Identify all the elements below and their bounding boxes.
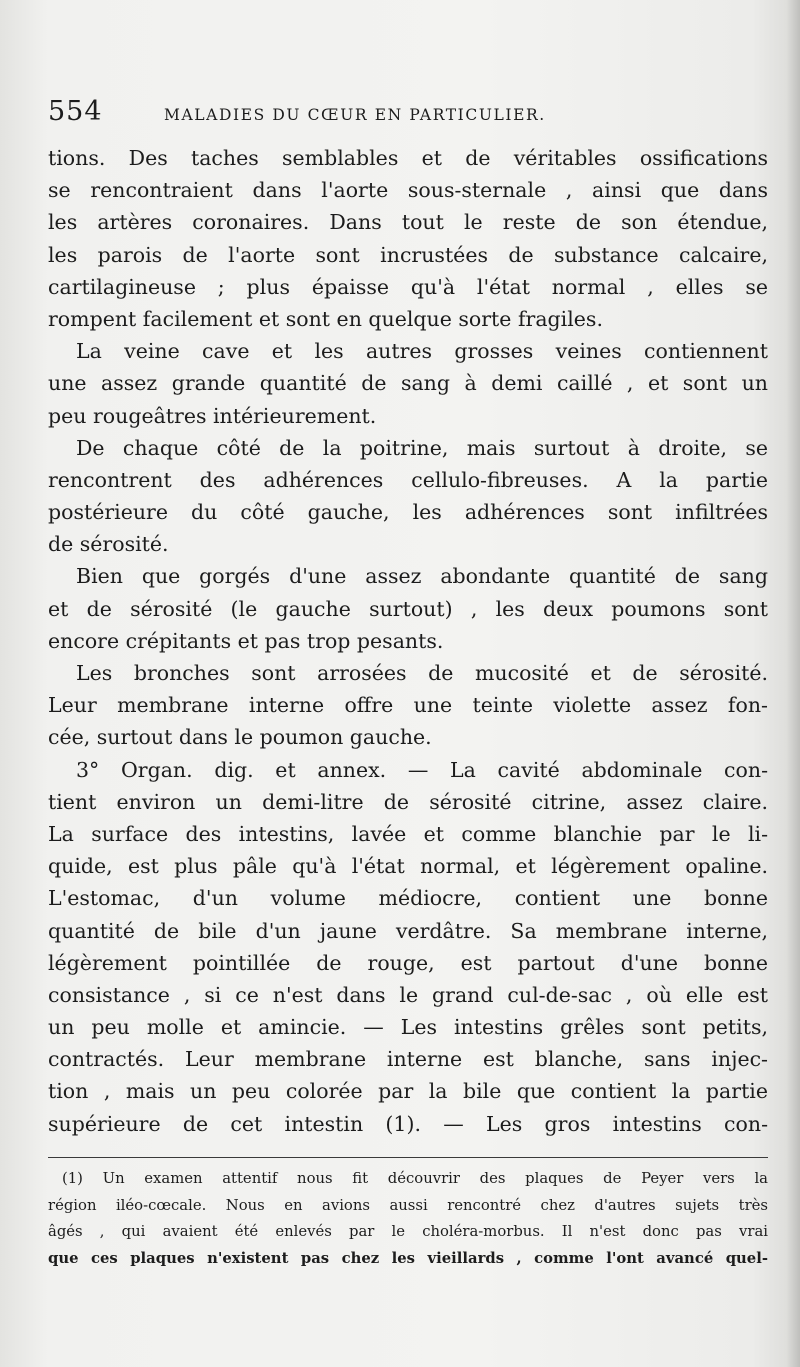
body-line: légèrement pointillée de rouge, est partout d'une bonne <box>48 950 768 975</box>
body-line: cée, surtout dans le poumon gauche. <box>48 725 432 750</box>
body-line: peu rougeâtres intérieurement. <box>48 403 377 428</box>
body-line: L'estomac, d'un volume médiocre, contient une bonne <box>48 886 768 911</box>
body-line: les parois de l'aorte sont incrustées de substance calcaire, <box>48 242 768 267</box>
body-line: et de sérosité (le gauche surtout) , les deux poumons sont <box>48 596 768 621</box>
body-line: supérieure de cet intestin (1). — Les gros intestins con- <box>48 1111 768 1136</box>
body-line: quide, est plus pâle qu'à l'état normal, et légèrement opaline. <box>48 854 768 879</box>
footnotes <box>48 1166 768 1272</box>
body-line: postérieure du côté gauche, les adhérences sont infiltrées <box>48 500 768 525</box>
body-line: de sérosité. <box>48 532 169 557</box>
footnote-line: que ces plaques n'existent pas chez les vieillards , comme l'ont avancé quel- <box>48 1249 768 1267</box>
body-line: Bien que gorgés d'une assez abondante quantité de sang <box>76 564 768 589</box>
body-line: une assez grande quantité de sang à demi caillé , et sont un <box>48 371 768 396</box>
body-line: 3° Organ. dig. et annex. — La cavité abdominale con- <box>76 757 768 782</box>
body-line: La surface des intestins, lavée et comme blanchie par le li- <box>48 821 768 846</box>
page-header <box>48 96 748 136</box>
body-line: cartilagineuse ; plus épaisse qu'à l'état normal , elles se <box>48 274 768 299</box>
running-title: MALADIES DU CŒUR EN PARTICULIER. <box>164 106 546 124</box>
body-line: rencontrent des adhérences cellulo-fibreuses. A la partie <box>48 467 768 492</box>
footnote-line: (1) Un examen attentif nous fit découvrir des plaques de Peyer vers la <box>62 1170 768 1187</box>
body-line: tient environ un demi-litre de sérosité citrine, assez claire. <box>48 789 768 814</box>
body-line: rompent facilement et sont en quelque sorte fragiles. <box>48 306 603 331</box>
body-line: tions. Des taches semblables et de véritables ossifications <box>48 146 768 170</box>
body-line: La veine cave et les autres grosses veines contiennent <box>76 339 768 364</box>
page-edge-shadow <box>786 0 800 1367</box>
body-line: Les bronches sont arrosées de mucosité et de sérosité. <box>76 661 768 685</box>
body-line: un peu molle et amincie. — Les intestins grêles sont petits, <box>48 1015 768 1040</box>
footnote-rule <box>48 1157 768 1158</box>
footnote-line: région iléo-cœcale. Nous en avions aussi rencontré chez d'autres sujets très <box>48 1196 768 1214</box>
body-line: les artères coronaires. Dans tout le reste de son étendue, <box>48 210 768 235</box>
body-line: encore crépitants et pas trop pesants. <box>48 628 444 653</box>
footnote-line: âgés , qui avaient été enlevés par le choléra-morbus. Il n'est donc pas vrai <box>48 1223 768 1240</box>
body-text <box>48 142 768 1140</box>
body-line: contractés. Leur membrane interne est blanche, sans injec- <box>48 1047 768 1072</box>
page-number: 554 <box>48 96 103 127</box>
body-line: consistance , si ce n'est dans le grand cul-de-sac , où elle est <box>48 982 768 1007</box>
body-line: quantité de bile d'un jaune verdâtre. Sa membrane interne, <box>48 918 768 943</box>
body-line: De chaque côté de la poitrine, mais surtout à droite, se <box>76 435 768 460</box>
body-line: Leur membrane interne offre une teinte violette assez fon- <box>48 693 768 718</box>
body-line: se rencontraient dans l'aorte sous-sternale , ainsi que dans <box>48 178 768 203</box>
body-line: tion , mais un peu colorée par la bile que contient la partie <box>48 1079 768 1104</box>
